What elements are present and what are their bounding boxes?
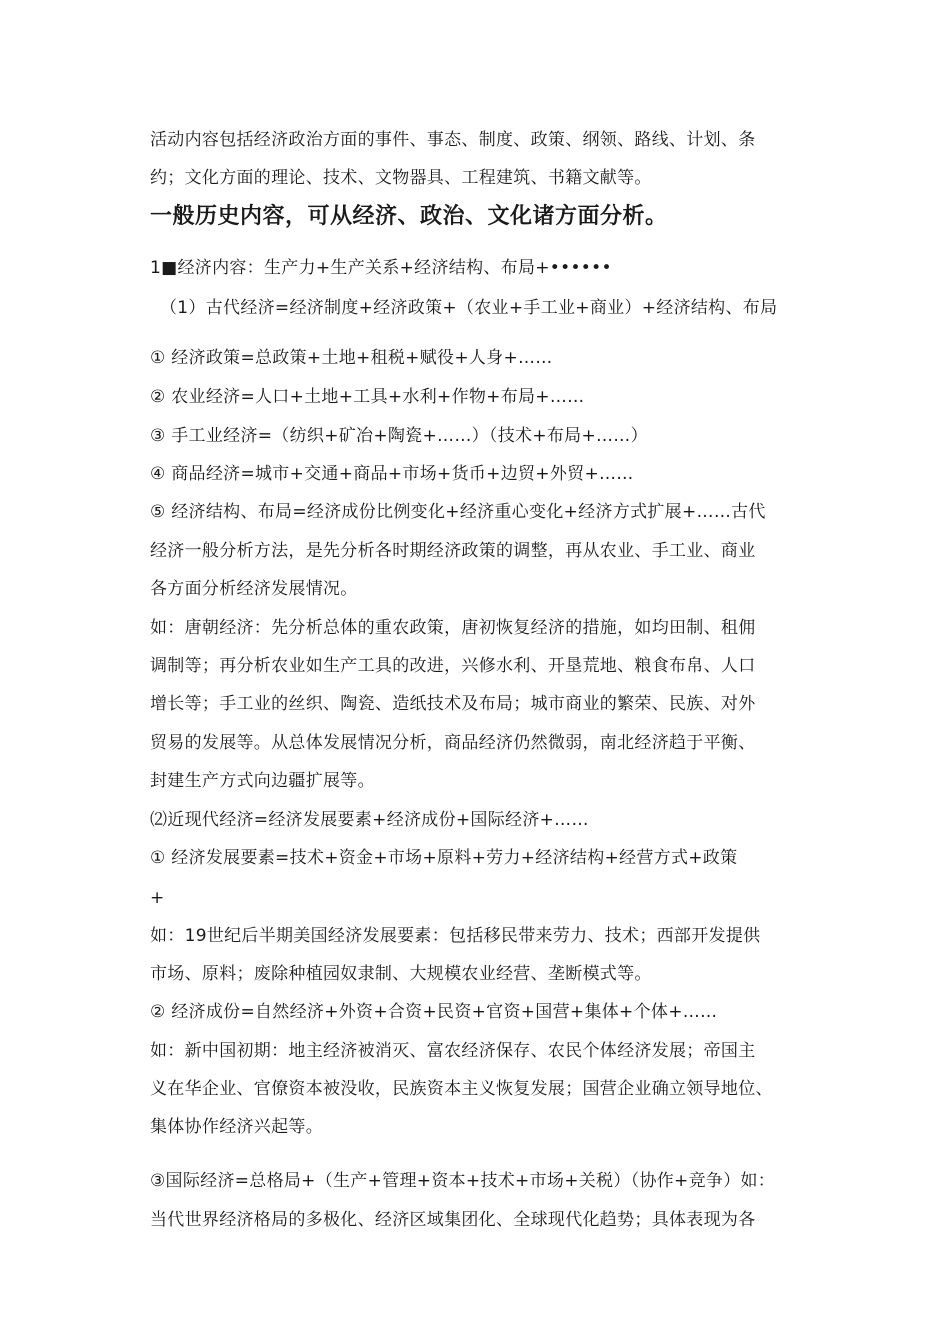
text-line: 当代世界经济格局的多极化、经济区域集团化、全球现代化趋势；具体表现为各 bbox=[150, 1210, 756, 1230]
list-item: ⑤ 经济结构、布局=经济成份比例变化+经济重心变化+经济方式扩展+……古代 bbox=[150, 502, 766, 522]
section-heading: 一般历史内容，可从经济、政治、文化诸方面分析。 bbox=[150, 204, 668, 229]
example-line: 调制等；再分析农业如生产工具的改进，兴修水利、开垦荒地、粮食布帛、人口 bbox=[150, 656, 756, 676]
list-item: ② 农业经济=人口+土地+工具+水利+作物+布局+…… bbox=[150, 387, 585, 407]
subsection-title: ⑵近现代经济=经济发展要素+经济成份+国际经济+…… bbox=[150, 810, 589, 830]
text-line: 约；文化方面的理论、技术、文物器具、工程建筑、书籍文献等。 bbox=[150, 168, 652, 188]
example-line: 义在华企业、官僚资本被没收，民族资本主义恢复发展；国营企业确立领导地位、 bbox=[150, 1079, 773, 1099]
text-line: + bbox=[150, 888, 165, 908]
example-line: 市场、原料；废除种植园奴隶制、大规模农业经营、垄断模式等。 bbox=[150, 964, 652, 984]
example-line: 贸易的发展等。从总体发展情况分析，商品经济仍然微弱，南北经济趋于平衡、 bbox=[150, 733, 756, 753]
example-line: 如：19世纪后半期美国经济发展要素：包括移民带来劳力、技术；西部开发提供 bbox=[150, 926, 761, 946]
text-line: 活动内容包括经济政治方面的事件、事态、制度、政策、纲领、路线、计划、条 bbox=[150, 130, 756, 150]
example-line: 集体协作经济兴起等。 bbox=[150, 1117, 323, 1137]
text-line: 经济一般分析方法，是先分析各时期经济政策的调整，再从农业、手工业、商业 bbox=[150, 541, 756, 561]
list-item: ③ 手工业经济=（纺织+矿冶+陶瓷+……）（技术+布局+……） bbox=[150, 426, 648, 446]
section-title: 1■经济内容：生产力+生产关系+经济结构、布局+•••••• bbox=[150, 258, 612, 278]
list-item: ① 经济发展要素=技术+资金+市场+原料+劳力+经济结构+经营方式+政策 bbox=[150, 848, 738, 868]
list-item: ② 经济成份=自然经济+外资+合资+民资+官资+国营+集体+个体+…… bbox=[150, 1002, 718, 1022]
list-item: ③国际经济=总格局+（生产+管理+资本+技术+市场+关税）（协作+竞争）如： bbox=[150, 1171, 776, 1191]
example-line: 如：唐朝经济：先分析总体的重农政策，唐初恢复经济的措施，如均田制、租佣 bbox=[150, 618, 756, 638]
list-item: ① 经济政策=总政策+土地+租税+赋役+人身+…… bbox=[150, 348, 553, 368]
example-line: 如：新中国初期：地主经济被消灭、富农经济保存、农民个体经济发展；帝国主 bbox=[150, 1041, 756, 1061]
example-line: 封建生产方式向边疆扩展等。 bbox=[150, 771, 375, 791]
example-line: 增长等；手工业的丝织、陶瓷、造纸技术及布局；城市商业的繁荣、民族、对外 bbox=[150, 694, 756, 714]
subsection-title: （1）古代经济=经济制度+经济政策+（农业+手工业+商业）+经济结构、布局 bbox=[160, 298, 778, 318]
list-item: ④ 商品经济=城市+交通+商品+市场+货币+边贸+外贸+…… bbox=[150, 464, 634, 484]
text-line: 各方面分析经济发展情况。 bbox=[150, 579, 358, 599]
